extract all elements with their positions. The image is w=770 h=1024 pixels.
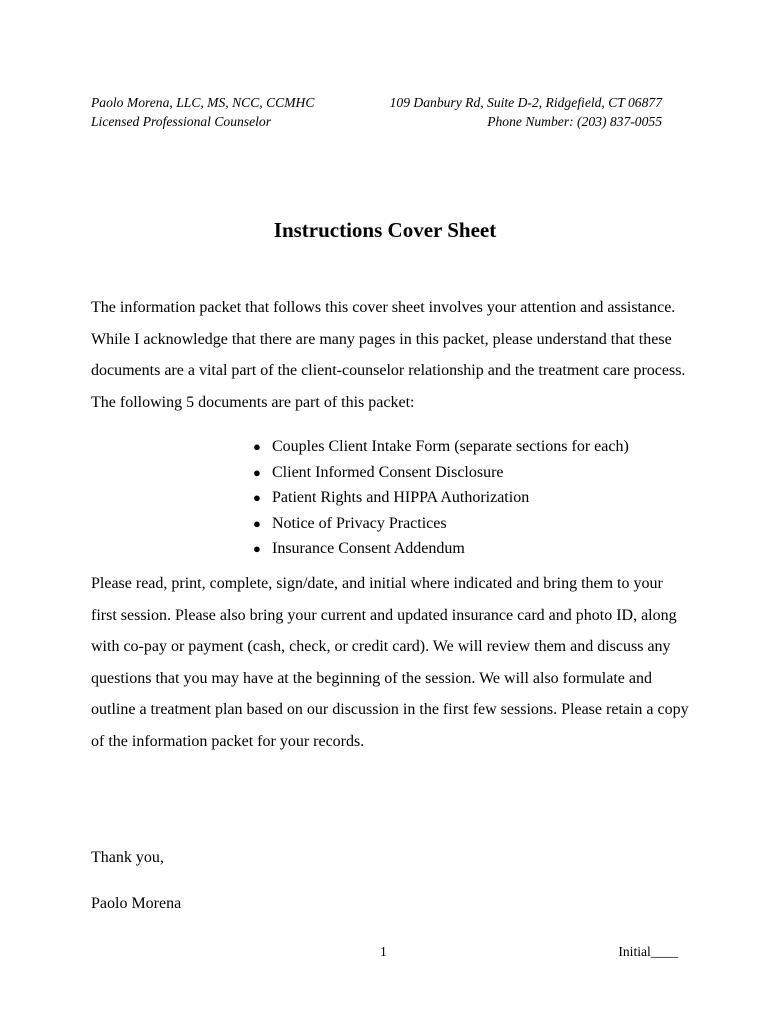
page-number: 1 [380,944,387,959]
bullet-icon: ● [253,439,261,454]
list-item-label: Patient Rights and HIPPA Authorization [272,489,530,506]
header-right [390,93,662,131]
practitioner-title: Licensed Professional Counselor [91,114,271,129]
list-item [248,536,629,562]
bullet-icon: ● [253,515,261,531]
page-title: Instructions Cover Sheet [273,218,497,242]
list-item-label: Insurance Consent Addendum [272,540,465,557]
list-item [248,434,629,460]
list-item [248,460,629,486]
list-item-label: Couples Client Intake Form (separate sections for each) [272,438,629,455]
header-left [91,93,314,131]
instructions-paragraph: Please read, print, complete, sign/date, and initial where indicated and bring them to your first session. Please also bring your current and updated insurance card and photo ID, along with co-pay or payment (cash, check, or credit card). We will review them and discuss any questions that you may have at the beginning of the session. We will also formulate and outline a treatment plan based on our discussion in the first few sessions. Please retain a copy of the information packet for your records. [91,575,689,750]
list-item-label: Notice of Privacy Practices [272,514,447,532]
list-item-label: Client Informed Consent Disclosure [272,463,504,481]
list-item [248,485,629,511]
bullet-icon: ● [253,464,261,480]
list-item [248,511,629,537]
office-address: 109 Danbury Rd, Suite D-2, Ridgefield, CT 06877 [389,95,662,110]
bullet-icon: ● [253,541,261,556]
office-phone: Phone Number: (203) 837-0055 [487,114,662,129]
initial-field: Initial____ [618,944,678,959]
closing-signature-name: Paolo Morena [91,895,182,912]
bullet-icon: ● [253,490,261,505]
intro-paragraph: The information packet that follows this cover sheet involves your attention and assistance. While I acknowledge that there are many pages in this packet, please understand that these documents are a vital part of the client-counselor relationship and the treatment care process. The following 5 documents are part of this packet: [91,299,686,411]
closing-thanks: Thank you, [91,849,164,866]
practitioner-name: Paolo Morena, LLC, MS, NCC, CCMHC [91,95,315,110]
document-list [248,434,629,562]
